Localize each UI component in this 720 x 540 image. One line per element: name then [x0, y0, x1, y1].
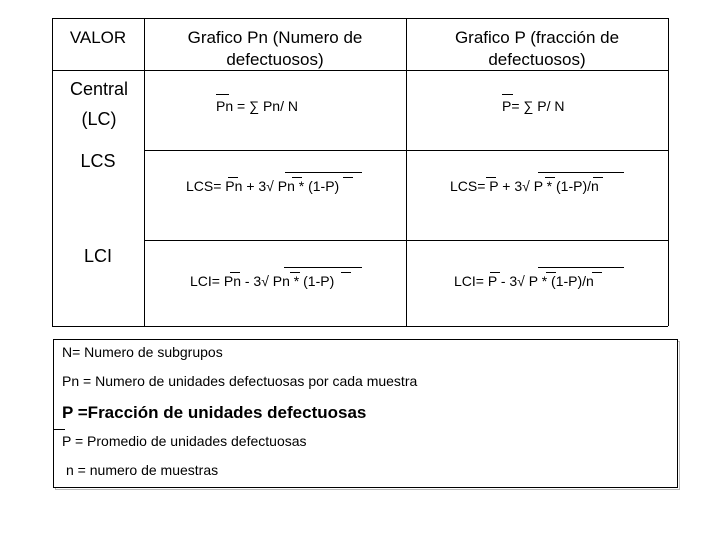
overline-bar [230, 272, 240, 273]
formula-lc-pn: Pn = ∑ Pn/ N [216, 98, 298, 114]
table-border-left [52, 18, 53, 326]
overline-bar [343, 177, 353, 178]
table-col-divider [144, 18, 145, 326]
header-valor: VALOR [69, 28, 127, 47]
overline-bar [545, 177, 555, 178]
table-border-right [668, 18, 669, 326]
overline-bar [290, 272, 300, 273]
radical-bar [538, 267, 624, 268]
formula-lc-p: P= ∑ P/ N [502, 98, 565, 114]
header-grafico-p: Grafico P (fracción de defectuosos) [454, 28, 620, 69]
note-pn-definition: Pn = Numero de unidades defectuosas por cada muestra [62, 373, 418, 389]
overline-bar [216, 94, 229, 95]
row-label-lci: LCI [83, 246, 112, 266]
formula-lcs-p: LCS= P + 3√ P * (1-P)/n [450, 178, 599, 194]
radical-bar [538, 172, 624, 173]
radical-bar [285, 172, 362, 173]
note-pbar-definition: P = Promedio de unidades defectuosas [62, 433, 307, 449]
overline-bar [502, 94, 513, 95]
header-grafico-pn: Grafico Pn (Numero de defectuosos) [187, 28, 363, 69]
row-label-lcs: LCS [80, 151, 116, 171]
overline-bar [292, 177, 302, 178]
overline-bar [53, 429, 65, 430]
overline-bar [341, 272, 351, 273]
overline-bar [490, 272, 500, 273]
formula-lcs-pn: LCS= Pn + 3√ Pn * (1-P) [186, 178, 340, 194]
overline-bar [592, 272, 602, 273]
note-n-subgroups: N= Numero de subgrupos [62, 344, 223, 360]
table-border-bottom [52, 326, 668, 327]
row-label-central: Central (LC) [69, 79, 129, 129]
formula-lci-pn: LCI= Pn - 3√ Pn * (1-P) [190, 273, 335, 289]
radical-bar [284, 267, 362, 268]
table-col-divider [406, 18, 407, 326]
overline-bar [228, 177, 238, 178]
note-p-definition: P =Fracción de unidades defectuosas [62, 403, 367, 422]
overline-bar [546, 272, 556, 273]
overline-bar [593, 177, 603, 178]
formula-lci-p: LCI= P - 3√ P * (1-P)/n [454, 273, 594, 289]
notes-box [53, 339, 678, 488]
overline-bar [486, 177, 496, 178]
note-n-definition: n = numero de muestras [66, 462, 219, 478]
